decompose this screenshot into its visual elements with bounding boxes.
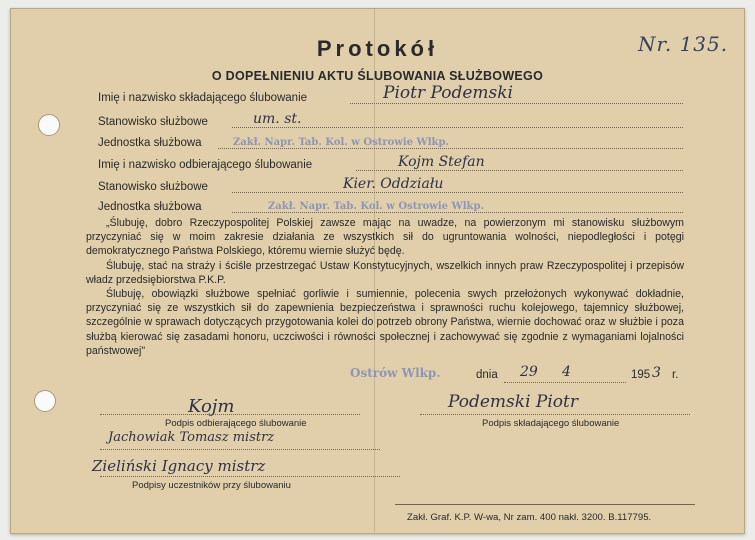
field-value: Piotr Podemski	[383, 83, 513, 103]
oath-text	[86, 216, 684, 358]
field-label: Imię i nazwisko składającego ślubowanie	[98, 92, 308, 104]
document-number: Nr. 135.	[638, 32, 729, 56]
field-line	[232, 212, 683, 213]
date-line	[504, 382, 626, 383]
unit-stamp: Zakł. Napr. Tab. Kol. w Ostrowie Wlkp.	[233, 137, 449, 148]
punch-hole-top	[38, 114, 60, 136]
date-day: 29	[520, 364, 538, 380]
field-oath-taker-unit	[98, 133, 683, 151]
field-receiver-unit	[98, 197, 683, 215]
participant-signature-1: Jachowiak Tomasz mistrz	[108, 430, 275, 445]
year-prefix: 195	[631, 369, 651, 381]
field-label: Imię i nazwisko odbierającego ślubowanie	[98, 159, 313, 171]
field-label: Stanowisko służbowe	[98, 116, 208, 128]
oath-paragraph: „Ślubuję, dobro Rzeczypospolitej Polskiej zawsze mając na uwadze, na powierzonym mi stanowisku służbowym przyczyniać się w moim zakresie działania ze wszystkich sił do ugruntowania wolności, niepodległości i potęgi demokratycznego Państwa Polskiego, któremu wiernie służyć będę.	[86, 217, 684, 258]
field-oath-taker-position	[98, 112, 683, 130]
year-unit: r.	[672, 369, 679, 381]
oath-paragraph: Ślubuję, obowiązki służbowe spełniać gorliwie i sumiennie, polecenia swych przełożonych wykonywać dokładnie, przyczyniać się ze wszystkich sił do zapewnienia bezpieczeństwa i sprawności ruchu kolejowego, tajemnicy służbowej, szczególnie w sprawach dotyczących przygotowania kolei do potrzeb obrony Państwa, wiernie dochować oraz w służbie i poza służbą kierować się zasadami honoru, uczciwości i równości społecznej i zachowywać się zgodnie z wymaganiami lojalności państwowej"	[86, 288, 684, 357]
oath-taker-caption: Podpis składającego ślubowanie	[482, 418, 620, 429]
footer-rule	[395, 504, 695, 505]
field-oath-taker-name	[98, 83, 683, 106]
field-line	[232, 127, 683, 128]
receiver-caption: Podpis odbierającego ślubowanie	[165, 418, 307, 429]
place-stamp: Ostrów Wlkp.	[350, 366, 441, 380]
field-label: Stanowisko służbowe	[98, 181, 208, 193]
date-label: dnia	[476, 369, 498, 381]
punch-hole-bottom	[34, 390, 56, 412]
field-line	[350, 103, 683, 104]
oath-taker-signature-line	[420, 414, 690, 415]
receiver-signature: Kojm	[188, 396, 235, 417]
receiver-signature-line	[100, 414, 360, 415]
oath-paragraph: Ślubuję, stać na straży i ściśle przestrzegać Ustaw Konstytucyjnych, wszelkich innych praw Rzeczypospolitej i przepisów władz przedsiębiorstwa P.K.P.	[86, 259, 684, 286]
place-date	[350, 366, 690, 384]
field-label: Jednostka służbowa	[98, 201, 202, 213]
field-value: Kier. Oddziału	[343, 176, 444, 192]
field-value: Kojm Stefan	[398, 154, 485, 170]
field-receiver-name	[98, 155, 683, 173]
field-line	[232, 192, 683, 193]
participant-line-2	[100, 476, 400, 477]
date-month: 4	[562, 364, 571, 380]
field-line	[218, 148, 683, 149]
field-receiver-position	[98, 177, 683, 195]
participant-line-1	[100, 449, 380, 450]
unit-stamp: Zakł. Napr. Tab. Kol. w Ostrowie Wlkp.	[268, 201, 484, 212]
field-label: Jednostka służbowa	[98, 137, 202, 149]
participants-caption: Podpisy uczestników przy ślubowaniu	[132, 480, 291, 491]
field-value: um. st.	[253, 111, 302, 127]
oath-taker-signature: Podemski Piotr	[448, 392, 578, 412]
year-suffix: 3	[652, 365, 661, 381]
participant-signature-2: Zieliński Ignacy mistrz	[92, 457, 266, 475]
document-subtitle: O DOPEŁNIENIU AKTU ŚLUBOWANIA SŁUŻBOWEGO	[211, 69, 544, 83]
document-title: Protokół	[316, 36, 439, 61]
printer-imprint: Zakł. Graf. K.P. W-wa, Nr zam. 400 nakł. 3200. B.117795.	[407, 512, 652, 523]
field-line	[356, 170, 683, 171]
